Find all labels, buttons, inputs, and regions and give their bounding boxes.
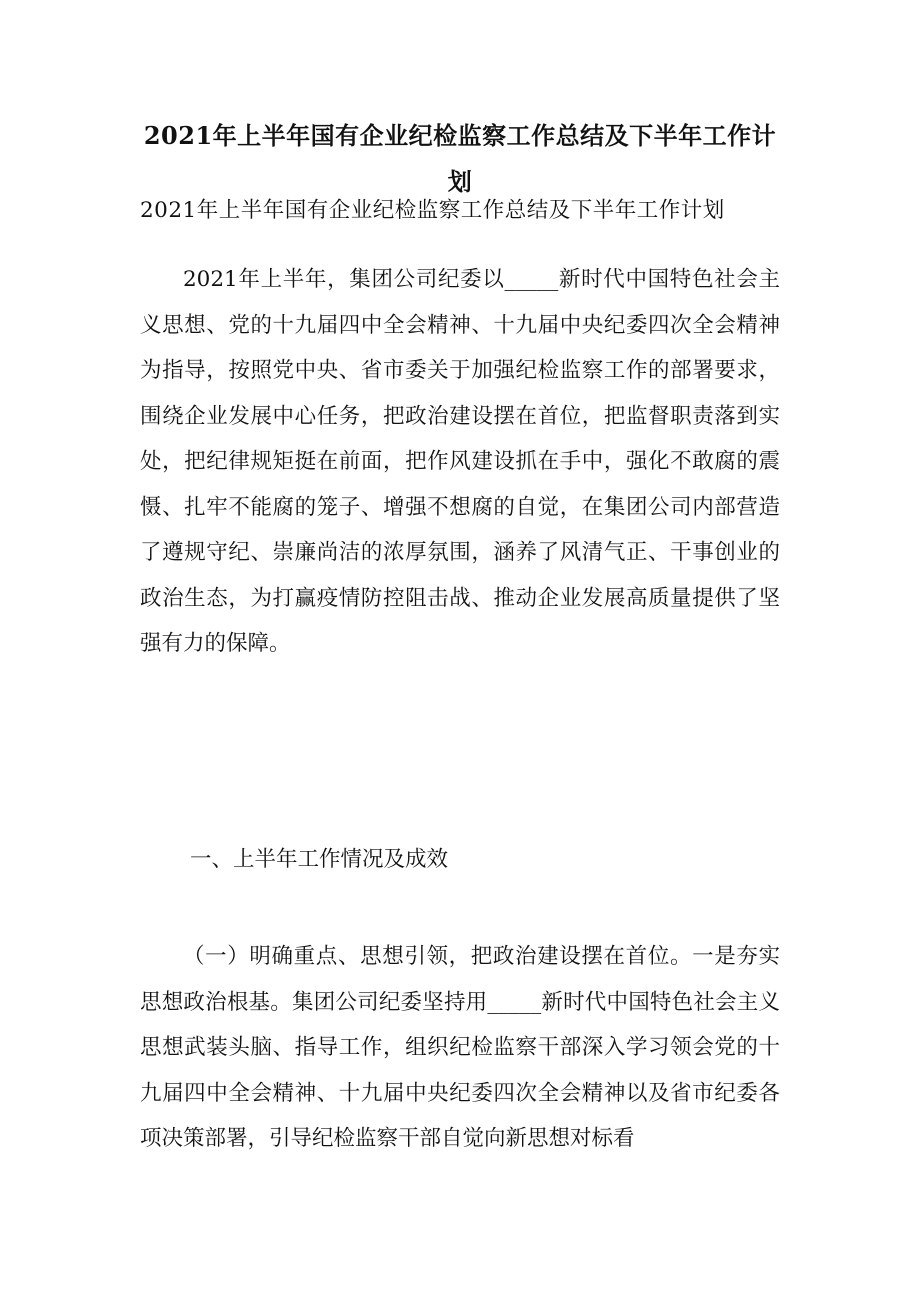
section-heading-1: 一、上半年工作情况及成效 — [190, 847, 449, 872]
document-title: 2021年上半年国有企业纪检监察工作总结及下半年工作计划 — [143, 121, 777, 196]
intro-paragraph: 2021年上半年，集团公司纪委以_____新时代中国特色社会主义思想、党的十九届四中全会精神、十九届中央纪委四次全会精神为指导，按照党中央、省市委关于加强纪检监察工作的部署要求，围绕企业发展中心任务，把政治建设摆在首位，把监督职责落到实处，把纪律规矩挺在前面，把作风建设抓在手中，强化不敢腐的震慑、扎牢不能腐的笼子、增强不想腐的自觉，在集团公司内部营造了遵规守纪、崇廉尚洁的浓厚氛围，涵养了风清气正、干事创业的政治生态，为打赢疫情防控阻击战、推动企业发展高质量提供了坚强有力的保障。 — [140, 267, 780, 656]
section-1-paragraph: （一）明确重点、思想引领，把政治建设摆在首位。一是夯实思想政治根基。集团公司纪委坚持用_____新时代中国特色社会主义思想武装头脑、指导工作，组织纪检监察干部深入学习领会党的十九届四中全会精神、十九届中央纪委四次全会精神以及省市纪委各项决策部署，引导纪检监察干部自觉向新思想对标看 — [140, 944, 780, 1151]
document-subtitle: 2021年上半年国有企业纪检监察工作总结及下半年工作计划 — [140, 198, 725, 223]
